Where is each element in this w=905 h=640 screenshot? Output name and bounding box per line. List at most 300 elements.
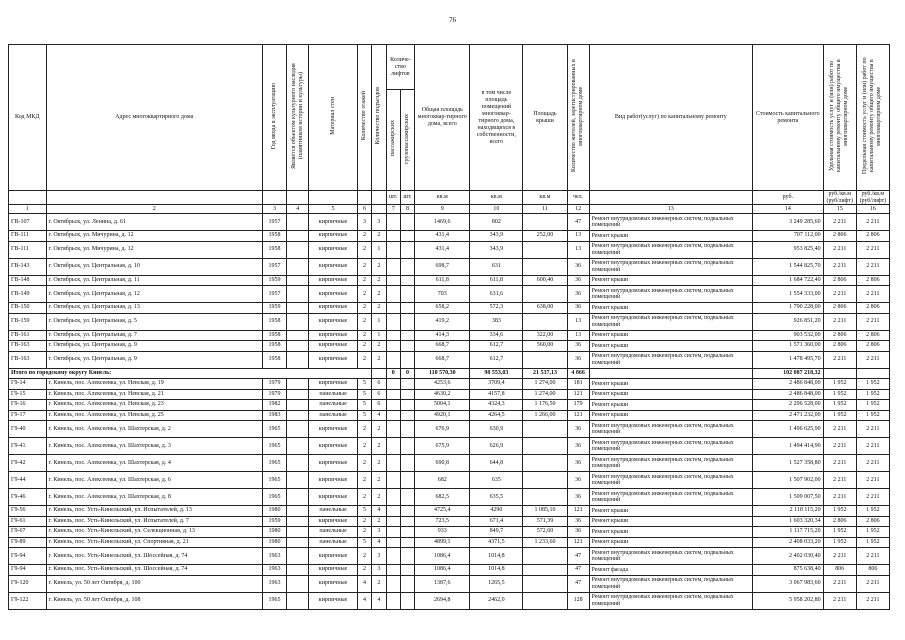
cell-works: Ремонт крыши	[589, 400, 752, 411]
cell-roof-area: 560,00	[523, 341, 567, 352]
table-row	[9, 303, 890, 314]
cell-floors: 2	[357, 548, 371, 565]
header-roof-area: Площадь крыши	[523, 45, 567, 191]
cell-max-cost: 2 211	[856, 241, 889, 258]
cell-total-area: 658,2	[415, 303, 470, 314]
cell-residents: 128	[567, 592, 589, 609]
cell-address: г. Кинель, пос. Усть-Кинельский, ул. Испытателей, д. 13	[46, 506, 262, 517]
cell-unit-cost: 2 806	[823, 275, 856, 286]
cell-works: Ремонт внутридомовых инженерных систем, подвальных помещений	[589, 592, 752, 609]
cell-entrances: 2	[372, 489, 386, 506]
cell-year: 1982	[262, 400, 286, 411]
subtotal-total-area: 110 570,30	[415, 368, 470, 379]
header-floors: Количество этажей	[357, 45, 371, 191]
subtotal-row	[9, 368, 890, 379]
cell-cost: 1 571 360,00	[753, 341, 824, 352]
cell-wall-material: кирпичные	[309, 241, 358, 258]
cell-address: г. Октябрьск, ул. Центральная, д. 9	[46, 341, 262, 352]
cell-year: 1959	[262, 516, 286, 527]
cell-cultural	[287, 341, 309, 352]
cell-cost: 953 825,40	[753, 241, 824, 258]
cell-owned-area: 612,7	[470, 351, 523, 368]
cell-floors: 2	[357, 489, 371, 506]
cell-floors: 2	[357, 527, 371, 538]
cell-wall-material: кирпичные	[309, 421, 358, 438]
cell-unit-cost: 2 211	[823, 472, 856, 489]
cell-max-cost: 2 806	[856, 303, 889, 314]
cell-cost: 1 496 625,90	[753, 421, 824, 438]
cell-lifts-passenger	[386, 379, 400, 390]
cell-works: Ремонт внутридомовых инженерных систем, подвальных помещений	[589, 421, 752, 438]
cell-residents: 13	[567, 313, 589, 330]
cell-roof-area	[523, 565, 567, 576]
cell-year: 1979	[262, 389, 286, 400]
cell-wall-material: кирпичные	[309, 313, 358, 330]
cell-wall-material: панельные	[309, 537, 358, 548]
subtotal-residents: 4 866	[567, 368, 589, 379]
cell-cost: 2 486 848,00	[753, 389, 824, 400]
cell-wall-material: кирпичные	[309, 472, 358, 489]
table-row	[9, 516, 890, 527]
cell-year: 1963	[262, 548, 286, 565]
cell-residents: 13	[567, 330, 589, 341]
cell-lifts-freight	[400, 592, 414, 609]
cell-lifts-freight	[400, 275, 414, 286]
cell-roof-area	[523, 258, 567, 275]
cell-wall-material: кирпичные	[309, 214, 358, 231]
cell-unit-cost: 806	[823, 565, 856, 576]
cell-cultural	[287, 421, 309, 438]
cell-lifts-freight	[400, 286, 414, 303]
cell-owned-area: 671,4	[470, 516, 523, 527]
cell-code: Г9-94	[9, 548, 47, 565]
cell-entrances: 4	[372, 506, 386, 517]
header-lifts: Количе-ство лифтов	[386, 45, 415, 90]
cell-owned-area: 635	[470, 472, 523, 489]
cell-floors: 2	[357, 455, 371, 472]
cell-cultural	[287, 389, 309, 400]
cell-entrances: 2	[372, 341, 386, 352]
cell-residents: 47	[567, 565, 589, 576]
cell-max-cost: 2 211	[856, 438, 889, 455]
cell-residents: 36	[567, 455, 589, 472]
cell-residents: 47	[567, 575, 589, 592]
cell-total-area: 723,5	[415, 516, 470, 527]
cell-max-cost: 2 211	[856, 472, 889, 489]
cell-code: Г9-44	[9, 472, 47, 489]
cell-lifts-freight	[400, 231, 414, 242]
subtotal-cost: 102 087 218,32	[753, 368, 824, 379]
cell-lifts-passenger	[386, 548, 400, 565]
cell-roof-area: 571,39	[523, 516, 567, 527]
cell-floors: 2	[357, 341, 371, 352]
cell-total-area: 1387,6	[415, 575, 470, 592]
cell-address: г. Кинель, пос. Усть-Кинельский, ул. Испытателей, д. 7	[46, 516, 262, 527]
cell-entrances: 2	[372, 472, 386, 489]
cell-unit-cost: 2 211	[823, 592, 856, 609]
cell-cost: 5 958 202,80	[753, 592, 824, 609]
cell-residents: 36	[567, 421, 589, 438]
cell-lifts-freight	[400, 455, 414, 472]
cell-year: 1980	[262, 527, 286, 538]
cell-owned-area: 802	[470, 214, 523, 231]
table-row	[9, 527, 890, 538]
cell-entrances: 2	[372, 231, 386, 242]
cell-works: Ремонт крыши	[589, 516, 752, 527]
cell-unit-cost: 2 211	[823, 351, 856, 368]
cell-owned-area: 849,7	[470, 527, 523, 538]
cell-total-area: 676,9	[415, 421, 470, 438]
cell-wall-material: кирпичные	[309, 489, 358, 506]
cell-entrances: 2	[372, 275, 386, 286]
table-row	[9, 275, 890, 286]
cell-cultural	[287, 286, 309, 303]
cell-year: 1957	[262, 258, 286, 275]
cell-unit-cost: 1 952	[823, 527, 856, 538]
cell-residents: 179	[567, 400, 589, 411]
header-unit-cost: Удельная стоимость услуг и (или) работ по капитальному ремонту общего имущества в многоквартирном доме	[823, 45, 856, 191]
table-row	[9, 537, 890, 548]
cell-owned-area: 1014,8	[470, 548, 523, 565]
cell-code: Г9-16	[9, 400, 47, 411]
cell-owned-area: 4157,8	[470, 389, 523, 400]
cell-lifts-freight	[400, 575, 414, 592]
cell-floors: 2	[357, 258, 371, 275]
cell-cost: 1 684 722,40	[753, 275, 824, 286]
cell-floors: 4	[357, 592, 371, 609]
cell-lifts-freight	[400, 330, 414, 341]
cell-cultural	[287, 472, 309, 489]
cell-cultural	[287, 379, 309, 390]
cell-works: Ремонт внутридомовых инженерных систем, подвальных помещений	[589, 258, 752, 275]
cell-total-area: 668,7	[415, 341, 470, 352]
cell-entrances: 2	[372, 575, 386, 592]
cell-year: 1980	[262, 537, 286, 548]
cell-lifts-freight	[400, 341, 414, 352]
subtotal-lifts-freight: 0	[400, 368, 414, 379]
cell-residents: 13	[567, 231, 589, 242]
cell-address: г. Кинель, пос. Алексеевка, ул. Шахтерская, д. 2	[46, 421, 262, 438]
cell-owned-area: 631,6	[470, 286, 523, 303]
cell-total-area: 1469,6	[415, 214, 470, 231]
table-row	[9, 313, 890, 330]
cell-address: г. Октябрьск, ул. Центральная, д. 10	[46, 258, 262, 275]
cell-lifts-freight	[400, 303, 414, 314]
cell-code: ГВ-159	[9, 313, 47, 330]
cell-address: г. Октябрьск, ул. Мичурина, д. 12	[46, 241, 262, 258]
cell-floors: 2	[357, 472, 371, 489]
cell-max-cost: 2 211	[856, 313, 889, 330]
header-cultural: Является объектом культурного наследия (памятником истории и культуры)	[287, 45, 309, 191]
cell-total-area: 668,7	[415, 351, 470, 368]
cell-max-cost: 806	[856, 565, 889, 576]
cell-total-area: 1086,4	[415, 548, 470, 565]
cell-lifts-passenger	[386, 286, 400, 303]
cell-wall-material: кирпичные	[309, 275, 358, 286]
cell-wall-material: кирпичные	[309, 258, 358, 275]
cell-cost: 1 527 358,80	[753, 455, 824, 472]
table-row	[9, 565, 890, 576]
cell-year: 1965	[262, 438, 286, 455]
cell-address: г. Кинель, ул. 50 лет Октября, д. 108	[46, 592, 262, 609]
cell-address: г. Кинель, пос. Алексеевка, ул. Шахтерская, д. 3	[46, 438, 262, 455]
cell-cost: 707 112,00	[753, 231, 824, 242]
cell-entrances: 4	[372, 410, 386, 421]
cell-year: 1965	[262, 455, 286, 472]
cell-residents: 36	[567, 303, 589, 314]
cell-total-area: 5004,1	[415, 400, 470, 411]
cell-code: ГВ-107	[9, 214, 47, 231]
cell-wall-material: кирпичные	[309, 231, 358, 242]
cell-address: г. Кинель, пос. Усть-Кинельский, ул. Спортивная, д. 21	[46, 537, 262, 548]
cell-total-area: 431,4	[415, 231, 470, 242]
cell-max-cost: 2 806	[856, 516, 889, 527]
cell-unit-cost: 2 211	[823, 214, 856, 231]
cell-unit-cost: 2 806	[823, 516, 856, 527]
cell-wall-material: кирпичные	[309, 565, 358, 576]
cell-lifts-passenger	[386, 258, 400, 275]
cell-roof-area: 1 233,60	[523, 537, 567, 548]
cell-code: Г9-122	[9, 592, 47, 609]
cell-entrances: 1	[372, 313, 386, 330]
cell-cultural	[287, 489, 309, 506]
table-row	[9, 341, 890, 352]
cell-cultural	[287, 231, 309, 242]
cell-roof-area	[523, 286, 567, 303]
cell-lifts-passenger	[386, 214, 400, 231]
cell-roof-area: 322,00	[523, 330, 567, 341]
header-owned-area: в том числе площадь помещений многоквар-тирного дома, находящихся в собственности, всего	[470, 45, 523, 191]
cell-cultural	[287, 548, 309, 565]
cell-floors: 4	[357, 575, 371, 592]
cell-cultural	[287, 537, 309, 548]
cell-owned-area: 1014,8	[470, 565, 523, 576]
cell-works: Ремонт крыши	[589, 330, 752, 341]
table-row	[9, 472, 890, 489]
cell-residents: 47	[567, 548, 589, 565]
cell-cultural	[287, 275, 309, 286]
cell-code: Г9-14	[9, 379, 47, 390]
cell-roof-area	[523, 214, 567, 231]
cell-cost: 3 249 285,60	[753, 214, 824, 231]
cell-entrances: 2	[372, 286, 386, 303]
header-entrances: Количество подъездов	[372, 45, 386, 191]
cell-cost: 1 494 414,90	[753, 438, 824, 455]
cell-total-area: 682,5	[415, 489, 470, 506]
subtotal-lifts-passenger: 0	[386, 368, 400, 379]
cell-year: 1958	[262, 330, 286, 341]
table-row	[9, 400, 890, 411]
cell-wall-material: кирпичные	[309, 351, 358, 368]
cell-cost: 2 296 528,00	[753, 400, 824, 411]
cell-roof-area	[523, 421, 567, 438]
cell-lifts-freight	[400, 565, 414, 576]
cell-address: г. Октябрьск, ул. Ленина, д. 61	[46, 214, 262, 231]
cell-cost: 2 486 848,00	[753, 379, 824, 390]
cell-entrances: 2	[372, 421, 386, 438]
cell-lifts-freight	[400, 527, 414, 538]
cell-year: 1958	[262, 231, 286, 242]
cell-max-cost: 1 952	[856, 389, 889, 400]
cell-lifts-passenger	[386, 506, 400, 517]
cell-lifts-freight	[400, 313, 414, 330]
cell-cultural	[287, 527, 309, 538]
cell-year: 1965	[262, 592, 286, 609]
cell-wall-material: панельные	[309, 506, 358, 517]
cell-works: Ремонт крыши	[589, 389, 752, 400]
cell-lifts-freight	[400, 214, 414, 231]
cell-entrances: 3	[372, 214, 386, 231]
cell-unit-cost: 2 806	[823, 303, 856, 314]
cell-unit-cost: 2 211	[823, 548, 856, 565]
cell-lifts-passenger	[386, 575, 400, 592]
cell-cultural	[287, 592, 309, 609]
cell-lifts-passenger	[386, 231, 400, 242]
cell-works: Ремонт крыши	[589, 231, 752, 242]
cell-lifts-freight	[400, 537, 414, 548]
cell-total-area: 2694,8	[415, 592, 470, 609]
cell-lifts-passenger	[386, 537, 400, 548]
cell-residents: 121	[567, 389, 589, 400]
cell-total-area: 690,8	[415, 455, 470, 472]
header-residents: Количество жителей, зарегистрированных в многоквартирном доме	[567, 45, 589, 191]
cell-entrances: 4	[372, 592, 386, 609]
cell-works: Ремонт крыши	[589, 275, 752, 286]
cell-address: г. Кинель, пос. Алексеевка, ул. Невская, д. 21	[46, 389, 262, 400]
cell-wall-material: панельные	[309, 400, 358, 411]
cell-code: Г9-46	[9, 489, 47, 506]
cell-works: Ремонт внутридомовых инженерных систем, подвальных помещений	[589, 455, 752, 472]
cell-cost: 903 532,00	[753, 330, 824, 341]
table-row	[9, 241, 890, 258]
cell-cultural	[287, 214, 309, 231]
cell-residents: 121	[567, 410, 589, 421]
cell-max-cost: 2 806	[856, 275, 889, 286]
cell-roof-area	[523, 241, 567, 258]
cell-year: 1959	[262, 303, 286, 314]
header-cost: Стоимость капитального ремонта	[753, 45, 824, 191]
cell-works: Ремонт крыши	[589, 537, 752, 548]
cell-code: ГВ-163	[9, 351, 47, 368]
table-row	[9, 489, 890, 506]
cell-wall-material: панельные	[309, 410, 358, 421]
cell-year: 1965	[262, 421, 286, 438]
cell-owned-area: 4324,3	[470, 400, 523, 411]
cell-code: ГВ-150	[9, 303, 47, 314]
cell-address: г. Октябрьск, ул. Центральная, д. 5	[46, 313, 262, 330]
table-row	[9, 506, 890, 517]
cell-year: 1979	[262, 379, 286, 390]
cell-unit-cost: 1 952	[823, 506, 856, 517]
subtotal-owned-area: 98 553,03	[470, 368, 523, 379]
cell-floors: 3	[357, 214, 371, 231]
cell-roof-area: 1 274,00	[523, 379, 567, 390]
cell-cultural	[287, 516, 309, 527]
table-row	[9, 286, 890, 303]
cell-cultural	[287, 565, 309, 576]
cell-total-area: 682	[415, 472, 470, 489]
cell-total-area: 933	[415, 527, 470, 538]
cell-total-area: 1086,4	[415, 565, 470, 576]
cell-entrances: 3	[372, 565, 386, 576]
table-row	[9, 455, 890, 472]
cell-roof-area: 600,40	[523, 275, 567, 286]
cell-cost: 1 507 902,00	[753, 472, 824, 489]
cell-lifts-passenger	[386, 351, 400, 368]
cell-lifts-freight	[400, 389, 414, 400]
cell-max-cost: 1 952	[856, 527, 889, 538]
cell-address: г. Октябрьск, ул. Центральная, д. 13	[46, 303, 262, 314]
cell-cost: 3 067 983,60	[753, 575, 824, 592]
cell-address: г. Кинель, пос. Алексеевка, ул. Невская, д. 19	[46, 379, 262, 390]
cell-floors: 2	[357, 330, 371, 341]
cell-max-cost: 1 952	[856, 506, 889, 517]
cell-owned-area: 626,9	[470, 438, 523, 455]
cell-cultural	[287, 410, 309, 421]
cell-works: Ремонт крыши	[589, 303, 752, 314]
table-row	[9, 379, 890, 390]
cell-code: Г9-89	[9, 537, 47, 548]
cell-max-cost: 2 211	[856, 214, 889, 231]
cell-lifts-passenger	[386, 341, 400, 352]
cell-code: ГВ-111	[9, 241, 47, 258]
capital-repair-table	[8, 44, 890, 610]
cell-wall-material: кирпичные	[309, 341, 358, 352]
cell-address: г. Октябрьск, ул. Центральная, д. 9	[46, 351, 262, 368]
cell-max-cost: 2 211	[856, 489, 889, 506]
cell-cost: 2 402 030,40	[753, 548, 824, 565]
cell-owned-area: 611,8	[470, 275, 523, 286]
cell-unit-cost: 2 211	[823, 489, 856, 506]
cell-floors: 2	[357, 231, 371, 242]
cell-code: Г9-67	[9, 527, 47, 538]
cell-year: 1963	[262, 575, 286, 592]
cell-year: 1963	[262, 565, 286, 576]
table-row	[9, 575, 890, 592]
cell-works: Ремонт крыши	[589, 379, 752, 390]
cell-wall-material: кирпичные	[309, 303, 358, 314]
cell-residents: 36	[567, 472, 589, 489]
cell-cost: 1 790 228,00	[753, 303, 824, 314]
cell-code: Г9-94	[9, 565, 47, 576]
rows-group-kinel	[9, 379, 890, 610]
cell-unit-cost: 2 211	[823, 241, 856, 258]
cell-address: г. Октябрьск, ул. Центральная, д. 11	[46, 275, 262, 286]
cell-year: 1980	[262, 506, 286, 517]
cell-lifts-freight	[400, 241, 414, 258]
cell-wall-material: панельные	[309, 389, 358, 400]
cell-max-cost: 2 211	[856, 258, 889, 275]
cell-residents: 121	[567, 537, 589, 548]
cell-owned-area: 631	[470, 258, 523, 275]
cell-entrances: 2	[372, 258, 386, 275]
cell-unit-cost: 1 952	[823, 389, 856, 400]
cell-works: Ремонт внутридомовых инженерных систем, подвальных помещений	[589, 351, 752, 368]
cell-wall-material: кирпичные	[309, 592, 358, 609]
cell-cost: 2 408 033,20	[753, 537, 824, 548]
cell-roof-area	[523, 313, 567, 330]
cell-year: 1958	[262, 351, 286, 368]
cell-cost: 1 509 007,50	[753, 489, 824, 506]
cell-residents: 13	[567, 241, 589, 258]
cell-floors: 2	[357, 438, 371, 455]
cell-cultural	[287, 241, 309, 258]
cell-entrances: 6	[372, 389, 386, 400]
cell-address: г. Октябрьск, ул. Мичурина, д. 12	[46, 231, 262, 242]
header-code: Код МКД	[9, 45, 47, 191]
cell-works: Ремонт крыши	[589, 527, 752, 538]
cell-max-cost: 2 211	[856, 592, 889, 609]
